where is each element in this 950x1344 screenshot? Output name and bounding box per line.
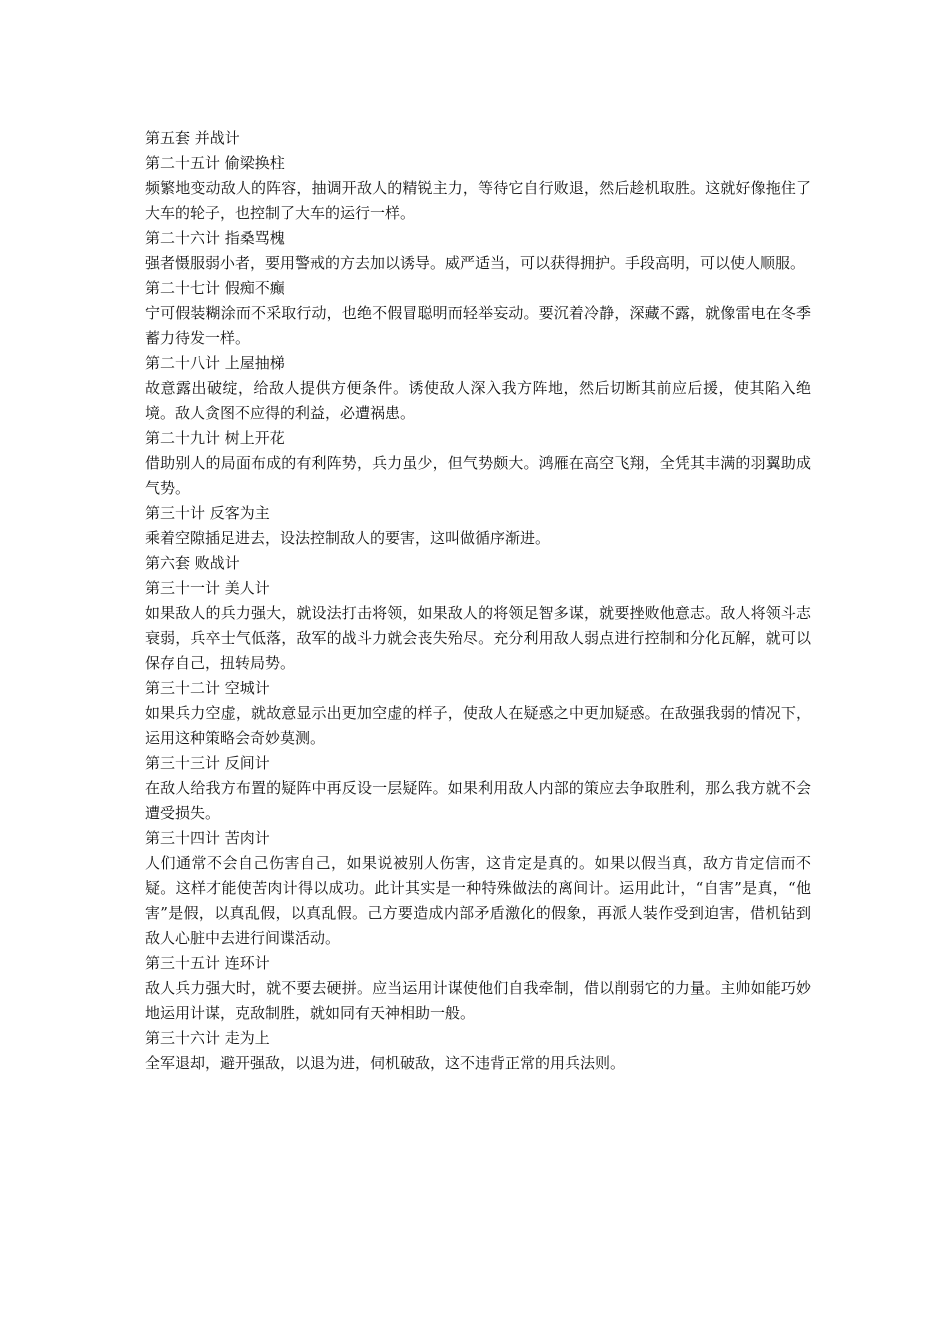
strategy-heading-28: 第二十八计 上屋抽梯 — [145, 354, 285, 372]
strategy-text-36: 全军退却，避开强敌，以退为进，伺机破敌，这不违背正常的用兵法则。 — [145, 1054, 626, 1072]
strategy-text-34: 人们通常不会自己伤害自己，如果说被别人伤害，这肯定是真的。如果以假当真，敌方肯定信而不疑。这样才能使苦肉计得以成功。此计其实是一种特殊做法的离间计。运用此计，“自害”是真，“他害”是假，以真乱假，以真乱假。己方要造成内部矛盾激化的假象，再派人装作受到迫害，借机钻到敌人心脏中去进行间谍活动。 — [145, 854, 811, 947]
strategy-text-25: 频繁地变动敌人的阵容，抽调开敌人的精锐主力，等待它自行败退，然后趁机取胜。这就好像拖住了大车的轮子，也控制了大车的运行一样。 — [145, 179, 811, 222]
strategy-heading-26: 第二十六计 指桑骂槐 — [145, 229, 285, 247]
strategy-heading-31: 第三十一计 美人计 — [145, 579, 270, 597]
strategy-text-26: 强者慑服弱小者，要用警戒的方去加以诱导。威严适当，可以获得拥护。手段高明，可以使人顺服。 — [145, 254, 806, 272]
strategy-text-35: 敌人兵力强大时，就不要去硬拼。应当运用计谋使他们自我牵制，借以削弱它的力量。主帅如能巧妙地运用计谋，克敌制胜，就如同有天神相助一般。 — [145, 979, 811, 1022]
strategy-heading-30: 第三十计 反客为主 — [145, 504, 270, 522]
strategy-heading-33: 第三十三计 反间计 — [145, 754, 270, 772]
section-heading-set-6: 第六套 败战计 — [145, 554, 240, 572]
strategy-heading-27: 第二十七计 假痴不癫 — [145, 279, 285, 297]
strategy-text-31: 如果敌人的兵力强大，就设法打击将领，如果敌人的将领足智多谋，就要挫败他意志。敌人将领斗志衰弱，兵卒士气低落，敌军的战斗力就会丧失殆尽。充分利用敌人弱点进行控制和分化瓦解，就可以保存自己，扭转局势。 — [145, 604, 811, 672]
strategy-text-27: 宁可假装糊涂而不采取行动，也绝不假冒聪明而轻举妄动。要沉着冷静，深藏不露，就像雷电在冬季蓄力待发一样。 — [145, 304, 811, 347]
strategy-text-28: 故意露出破绽，给敌人提供方便条件。诱使敌人深入我方阵地，然后切断其前应后援，使其陷入绝境。敌人贪图不应得的利益，必遭祸患。 — [145, 379, 811, 422]
strategy-heading-34: 第三十四计 苦肉计 — [145, 829, 270, 847]
strategy-heading-32: 第三十二计 空城计 — [145, 679, 270, 697]
strategy-text-32: 如果兵力空虚，就故意显示出更加空虚的样子，使敌人在疑惑之中更加疑惑。在敌强我弱的情况下，运用这种策略会奇妙莫测。 — [145, 704, 811, 747]
strategy-heading-29: 第二十九计 树上开花 — [145, 429, 285, 447]
strategy-text-29: 借助别人的局面布成的有利阵势，兵力虽少，但气势颇大。鸿雁在高空飞翔，全凭其丰满的羽翼助成气势。 — [145, 454, 811, 497]
strategy-heading-36: 第三十六计 走为上 — [145, 1029, 270, 1047]
strategy-text-33: 在敌人给我方布置的疑阵中再反设一层疑阵。如果利用敌人内部的策应去争取胜利，那么我方就不会遭受损失。 — [145, 779, 811, 822]
strategy-text-30: 乘着空隙插足进去，设法控制敌人的要害，这叫做循序渐进。 — [145, 529, 551, 547]
strategy-heading-35: 第三十五计 连环计 — [145, 954, 270, 972]
section-heading-set-5: 第五套 并战计 — [145, 129, 240, 147]
document-page — [145, 126, 811, 1076]
strategy-heading-25: 第二十五计 偷梁换柱 — [145, 154, 285, 172]
